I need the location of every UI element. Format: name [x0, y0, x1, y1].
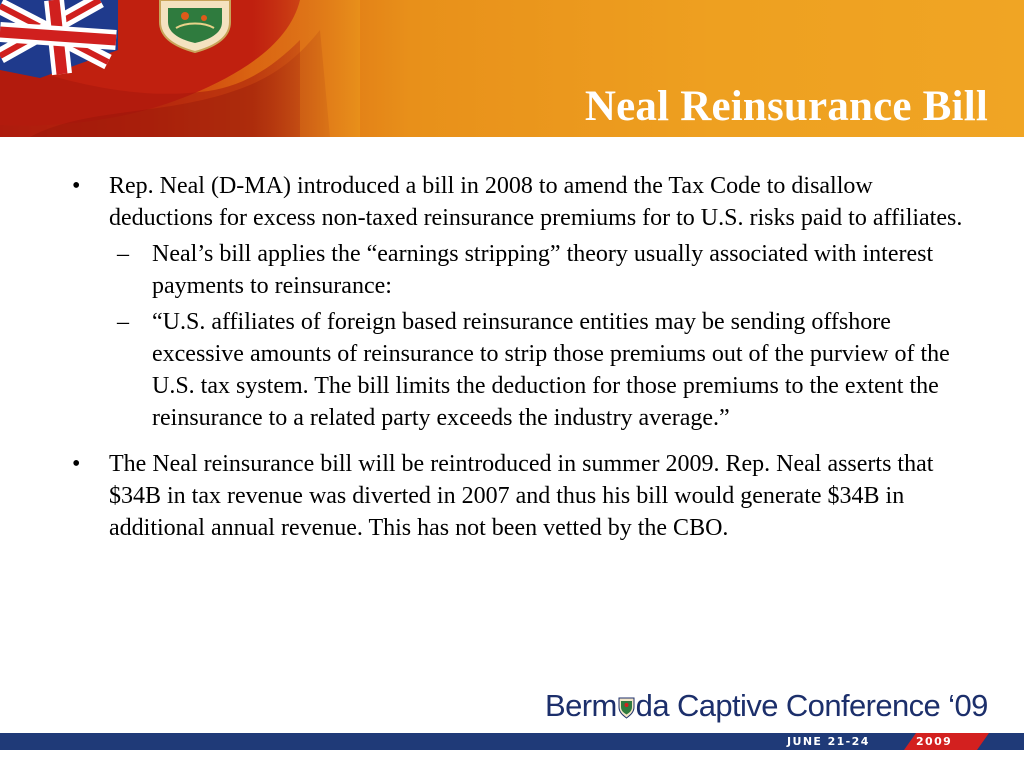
slide-content: [72, 170, 972, 554]
sub-bullet-marker: –: [117, 241, 129, 267]
bullet-item: [72, 170, 972, 434]
conference-logo: [545, 684, 988, 728]
bullet-marker: •: [72, 451, 81, 477]
logo-text-start: Berm: [545, 688, 617, 723]
bullet-text: Rep. Neal (D-MA) introduced a bill in 2008 to amend the Tax Code to disallow deductions for excess non-taxed reinsurance premiums for to U.S. risks paid to affiliates.: [109, 173, 963, 231]
sub-bullet-item: [117, 306, 972, 434]
conference-dates: JUNE 21-24: [787, 735, 870, 748]
sub-bullet-marker: –: [117, 309, 129, 335]
footer-bar: [0, 733, 1024, 750]
header-banner: [0, 0, 1024, 137]
bullet-marker: •: [72, 173, 81, 199]
conference-year: 2009: [916, 735, 953, 748]
slide-title: Neal Reinsurance Bill: [584, 83, 988, 130]
sub-bullet-text: Neal’s bill applies the “earnings stripping” theory usually associated with interest payments to reinsurance:: [152, 241, 934, 299]
sub-bullet-item: [117, 238, 972, 302]
bullet-text: The Neal reinsurance bill will be reintroduced in summer 2009. Rep. Neal asserts that $34B in tax revenue was diverted in 2007 and thus his bill would generate $34B in additional annual revenue. This has not been vetted by the CBO.: [109, 451, 934, 541]
sub-bullet-text: “U.S. affiliates of foreign based reinsurance entities may be sending offshore excessive amounts of reinsurance to strip those premiums out of the purview of the U.S. tax system. The bill limits the deduction for those premiums to the extent the reinsurance to a related party exceeds the industry average.”: [152, 309, 950, 431]
sub-bullet-list: [109, 238, 972, 434]
logo-text-end: da Captive Conference ‘09: [635, 688, 988, 723]
bullet-item: [72, 448, 972, 544]
bermuda-crest-icon: [618, 697, 635, 719]
bermuda-flag-graphic: [0, 0, 360, 137]
